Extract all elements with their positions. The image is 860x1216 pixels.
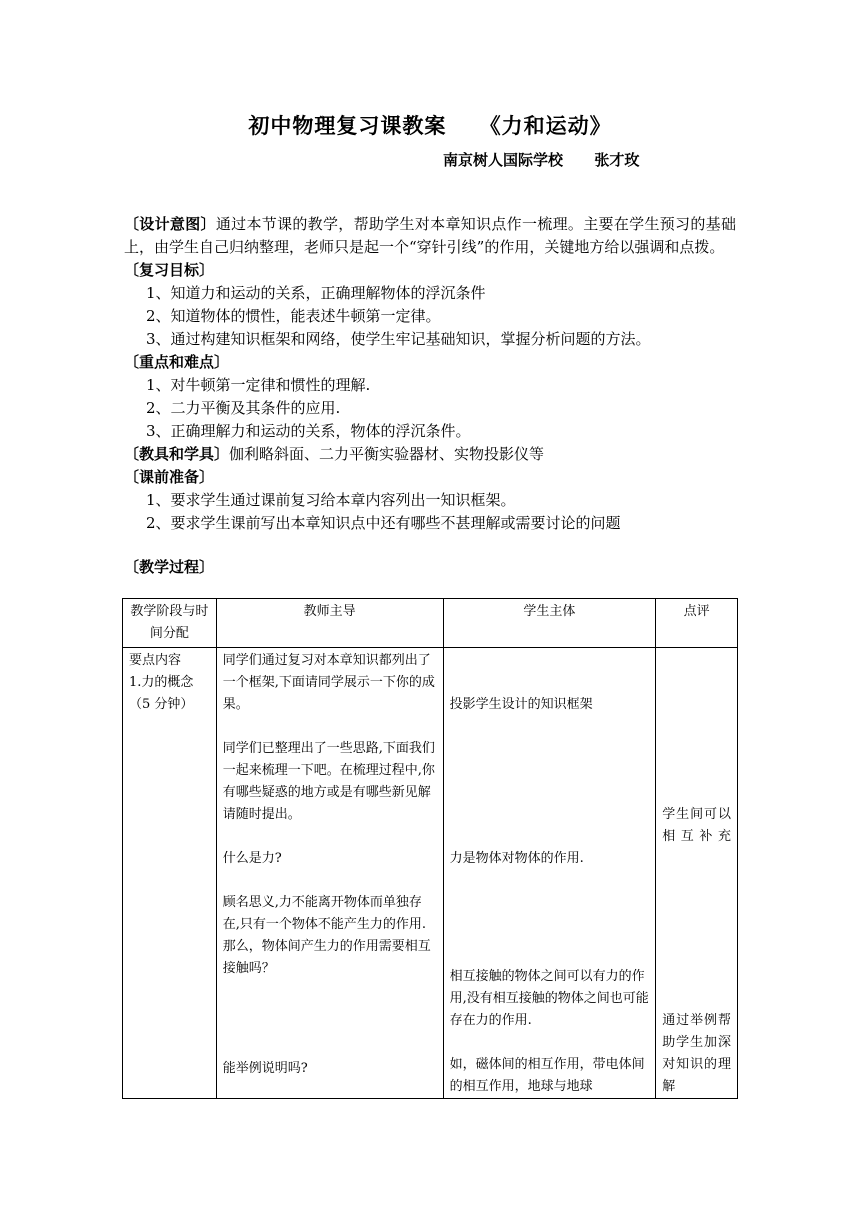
header-comment: 点评 [656,599,738,648]
design-intent [124,213,736,259]
goal-item: 2、知道物体的惯性，能表述牛顿第一定律。 [146,307,441,325]
design-intent-heading: 〔设计意图〕 [124,215,216,233]
process-heading: 〔教学过程〕 [124,558,215,576]
keypoint-item: 3、正确理解力和运动的关系，物体的浮沉条件。 [146,422,471,440]
author-line: 南京树人国际学校 张才玫 [443,151,640,169]
header-teacher: 教师主导 [216,599,443,648]
keypoint-item: 2、二力平衡及其条件的应用. [146,399,341,417]
tools-text: 伽利略斜面、二力平衡实验器材、实物投影仪等 [229,445,545,463]
goal-item: 1、知道力和运动的关系，正确理解物体的浮沉条件 [146,284,486,302]
student-text: 相互接触的物体之间可以有力的作用,没有相互接触的物体之间也可能存在力的作用. [449,969,649,1028]
design-intent-text: 通过本节课的教学，帮助学生对本章知识点作一梳理。主要在学生预习的基础上，由学生自己归纳整理，老师只是起一个“穿针引线”的作用，关键地方给以强调和点拨。 [124,215,736,256]
comment-cell [656,648,738,1099]
table-row [123,648,738,1099]
teacher-text: 同学们通过复习对本章知识都列出了一个框架,下面请同学展示一下你的成果。 [222,653,435,712]
prep-heading: 〔课前准备〕 [124,468,215,486]
table-header-row [123,599,738,648]
teacher-text: 能举例说明吗? [222,1061,308,1076]
tools-line [124,443,736,466]
comment-text: 学生间可以相互补充 [662,807,731,844]
tools-heading: 〔教具和学具〕 [124,445,230,463]
teacher-text: 同学们已整理出了一些思路,下面我们一起来梳理一下吧。在梳理过程中,你有哪些疑惑的地方或是有哪些新见解请随时提出。 [222,741,435,822]
header-student: 学生主体 [443,599,656,648]
student-text: 如，磁体间的相互作用，带电体间的相互作用，地球与地球 [449,1057,645,1094]
stage-cell [123,648,217,1099]
teacher-text: 什么是力? [222,851,282,866]
teacher-text: 顾名思义,力不能离开物体而单独存在,只有一个物体不能产生力的作用.那么，物体间产生力的作用需要相互接触吗？ [222,895,431,976]
lesson-table [122,598,738,1099]
header-stage: 教学阶段与时间分配 [123,599,217,648]
student-text: 投影学生设计的知识框架 [449,697,593,712]
teacher-cell [216,648,443,1099]
comment-text: 通过举例帮助学生加深对知识的理解 [662,1013,731,1094]
prep-item: 2、要求学生课前写出本章知识点中还有哪些不甚理解或需要讨论的问题 [146,514,621,532]
goals-heading: 〔复习目标〕 [124,261,215,279]
stage-line: （5 分钟） [129,697,194,712]
student-cell [443,648,656,1099]
stage-line: 要点内容 [129,653,182,668]
document-body [124,213,736,579]
keypoint-item: 1、对牛顿第一定律和惯性的理解. [146,376,371,394]
goal-item: 3、通过构建知识框架和网络，使学生牢记基础知识，掌握分析问题的方法。 [146,330,651,348]
student-text: 力是物体对物体的作用. [449,851,584,866]
document-title: 初中物理复习课教案 《力和运动》 [248,114,612,138]
keypoints-heading: 〔重点和难点〕 [124,353,230,371]
stage-line: 1.力的概念 [129,675,194,690]
prep-item: 1、要求学生通过课前复习给本章内容列出一知识框架。 [146,491,516,509]
